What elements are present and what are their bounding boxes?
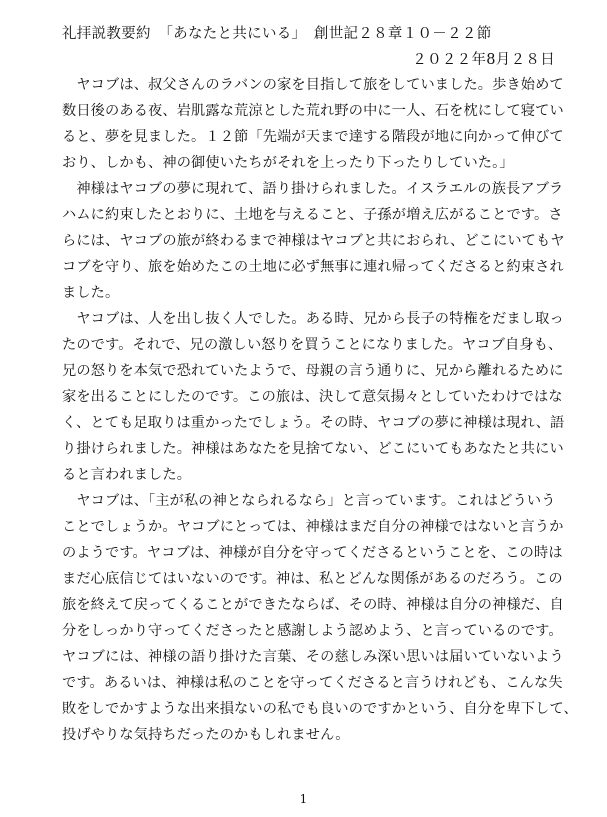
body-line: ヤコブは、叔父さんのラバンの家を目指して旅をしていました。歩き始めて — [62, 77, 564, 93]
sermon-title: 礼拝説教要約 「あなたと共にいる」 創世記２８章１０－２２節 — [62, 26, 492, 42]
body-line: ると言われました。 — [62, 467, 192, 483]
body-line: ると、夢を見ました。１２節「先端が天まで達する階段が地に向かって伸びて — [62, 129, 564, 145]
body-line: 分をしっかり守ってくださったと感謝しよう認めよう、と言っているのです。 — [62, 623, 563, 639]
body-line: ことでしょうか。ヤコブにとっては、神様はまだ自分の神様ではないと言うか — [62, 519, 564, 535]
body-line: コブを守り、旅を始めたこの土地に必ず無事に連れ帰ってくださると約束され — [62, 259, 564, 275]
body-line: 兄の怒りを本気で恐れていたようで、母親の言う通りに、兄から離れるために — [62, 363, 564, 379]
body-line: です。あるいは、神様は私のことを守ってくださると言うけれども、こんな失 — [62, 675, 563, 691]
body-line: らには、ヤコブの旅が終わるまで神様はヤコブと共におられ、どこにいてもヤ — [62, 233, 565, 249]
body-line: 数日後のある夜、岩肌露な荒涼とした荒れ野の中に一人、石を枕にして寝てい — [62, 103, 564, 119]
body-line: 旅を終えて戻ってくることができたならば、その時、神様は自分の神様だ、自 — [62, 597, 564, 613]
body-line: り掛けられました。神様はあなたを見捨てない、どこにいてもあなたと共にい — [62, 441, 564, 457]
body-line: ました。 — [62, 285, 120, 301]
body-line: ヤコブは、「主が私の神となられるなら」と言っています。これはどういう — [62, 493, 556, 509]
page-number: 1 — [299, 792, 308, 806]
body-line: のようです。ヤコブは、神様が自分を守ってくださるということを、この時は — [62, 545, 563, 561]
sermon-date: ２０２２年8月２８日 — [412, 52, 555, 68]
body-line: ヤコブには、神様の語り掛けた言葉、その慈しみ深い思いは届いていないよう — [62, 649, 564, 665]
body-line: たのです。それで、兄の激しい怒りを買うことになりました。ヤコブ自身も、 — [62, 337, 563, 353]
body-line: 神様はヤコブの夢に現れて、語り掛けられました。イスラエルの族長アブラ — [62, 181, 564, 197]
sermon-body — [62, 72, 578, 748]
body-line: く、とても足取りは重かったでしょう。その時、ヤコブの夢に神様は現れ、語 — [62, 415, 565, 431]
body-line: 敗をしでかすような出来損ないの私でも良いのですかという、自分を卑下して、 — [62, 701, 578, 717]
body-line: まだ心底信じてはいないのです。神は、私とどんな関係があるのだろう。この — [62, 571, 563, 587]
body-line: 家を出ることにしたのです。この旅は、決して意気揚々としていたわけではな — [62, 389, 563, 405]
body-line: ヤコブは、人を出し抜く人でした。ある時、兄から長子の特権をだまし取っ — [62, 311, 564, 327]
body-line: ハムに約束したとおりに、土地を与えること、子孫が増え広がることです。さ — [62, 207, 563, 223]
body-line: 投げやりな気持ちだったのかもしれません。 — [62, 727, 350, 743]
body-line: おり、しかも、神の御使いたちがそれを上ったり下ったりしていた。」 — [62, 155, 514, 171]
